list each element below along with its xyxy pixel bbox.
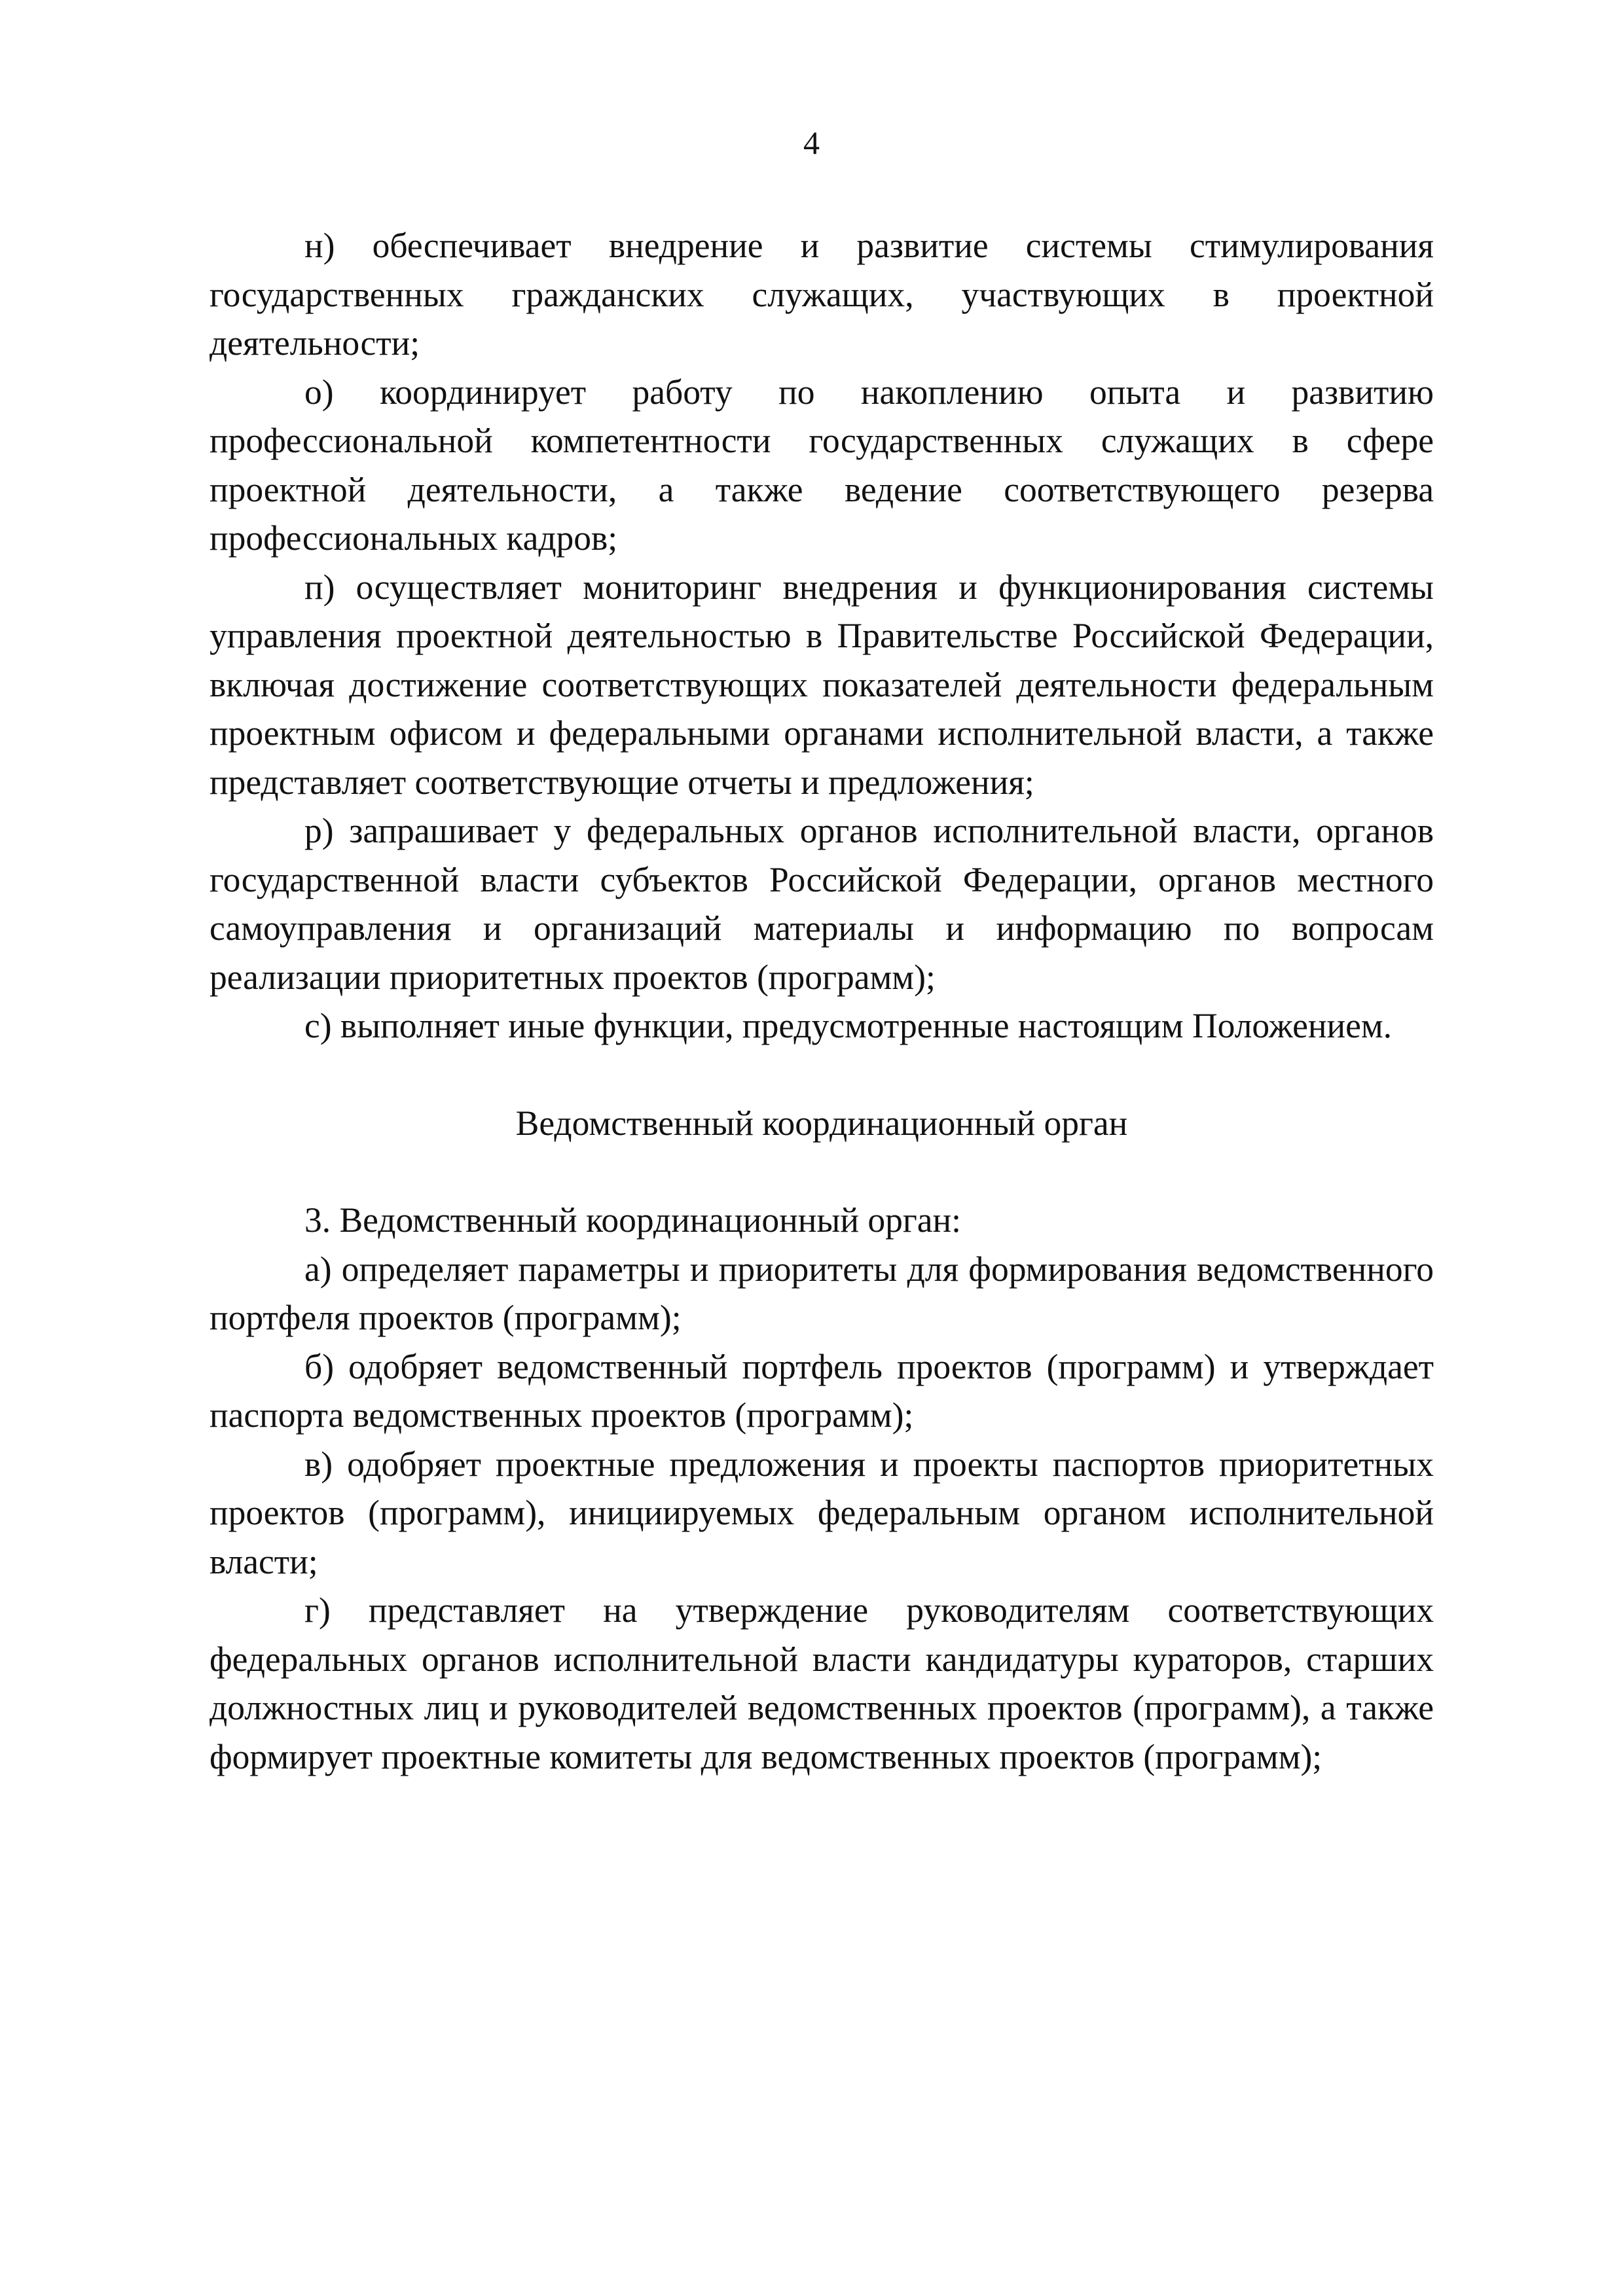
paragraph-n: н) обеспечивает внедрение и развитие системы стимулирования государственных гражданских служащих, участвующих в проектной деятельности; [210, 226, 1434, 363]
paragraph-p: п) осуществляет мониторинг внедрения и функционирования системы управления проектной деятельностью в Правительстве Российской Федерации, включая достижение соответствующих показателей деятельности федеральным проектным офисом и федеральными органами исполнительной власти, а также представляет соответствующие отчеты и предложения; [210, 567, 1434, 802]
paragraph-s: с) выполняет иные функции, предусмотренные настоящим Положением. [304, 1006, 1393, 1045]
paragraph-v: в) одобряет проектные предложения и проекты паспортов приоритетных проектов (программ), инициируемых федеральным органом исполнительной власти; [210, 1444, 1434, 1581]
paragraph-g: г) представляет на утверждение руководителям соответствующих федеральных органов исполнительной власти кандидатуры кураторов, старших должностных лиц и руководителей ведомственных проектов (программ), а также формирует проектные комитеты для ведомственных проектов (программ); [210, 1590, 1434, 1776]
paragraph-o: о) координирует работу по накоплению опыта и развитию профессиональной компетентности государственных служащих в сфере проектной деятельности, а также ведение соответствующего резерва профессиональных кадров; [210, 372, 1434, 558]
paragraph-b: б) одобряет ведомственный портфель проектов (программ) и утверждает паспорта ведомственных проектов (программ); [210, 1346, 1434, 1435]
paragraph-r: р) запрашивает у федеральных органов исполнительной власти, органов государственной власти субъектов Российской Федерации, органов местного самоуправления и организаций материалы и информацию по вопросам реализации приоритетных проектов (программ); [210, 811, 1434, 997]
document-body [210, 221, 1434, 1781]
paragraph-3: 3. Ведомственный координационный орган: [304, 1200, 962, 1240]
section-heading: Ведомственный координационный орган [515, 1103, 1128, 1143]
paragraph-a: а) определяет параметры и приоритеты для формирования ведомственного портфеля проектов (программ); [210, 1249, 1434, 1337]
page-number: 4 [803, 124, 820, 161]
